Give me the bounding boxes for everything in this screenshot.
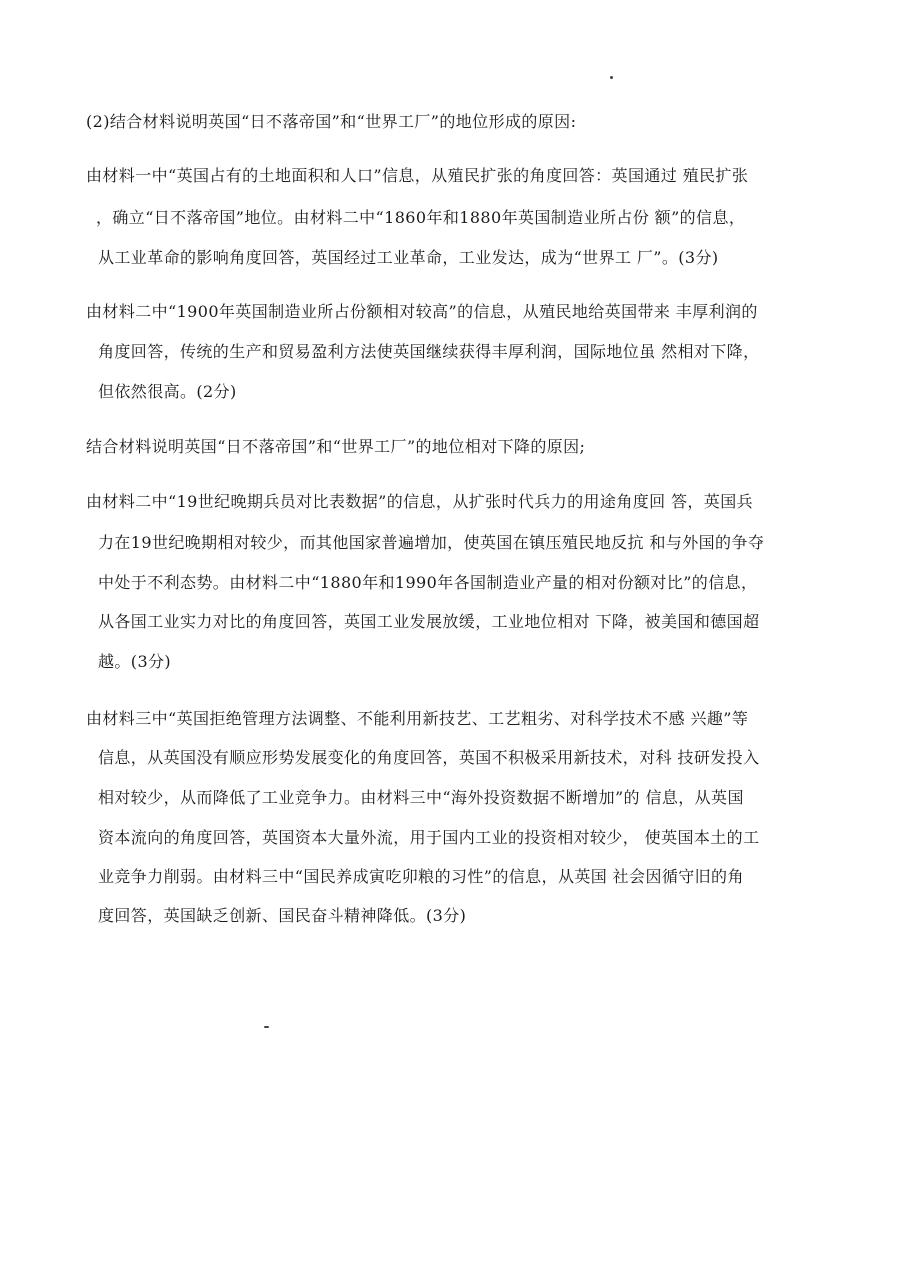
paragraph-line: 力在19世纪晚期相对较少，而其他国家普遍增加，使英国在镇压殖民地反抗 和与外国的争夺: [98, 533, 765, 552]
paragraph-line: 中处于不利态势。由材料二中“1880年和1990年各国制造业产量的相对份额对比”的信息，: [98, 573, 758, 592]
paragraph-line: 由材料一中“英国占有的土地面积和人口”信息，从殖民扩张的角度回答：英国通过 殖民扩张: [86, 166, 749, 185]
paragraph-line: 相对较少，从而降低了工业竞争力。由材料三中“海外投资数据不断增加”的 信息，从英国: [98, 788, 744, 807]
paragraph-line: ，确立“日不落帝国”地位。由材料二中“1860年和1880年英国制造业所占份 额”的信息，: [96, 208, 746, 227]
paragraph-line: 由材料三中“英国拒绝管理方法调整、不能利用新技艺、工艺粗劣、对科学技术不感 兴趣”等: [86, 709, 749, 728]
paragraph-line: 但依然很高。(2分): [98, 382, 237, 401]
paragraph-line: 由材料二中“19世纪晚期兵员对比表数据”的信息，从扩张时代兵力的用途角度回 答，英国兵: [86, 492, 754, 511]
paragraph-line: 越。(3分): [98, 652, 172, 671]
paragraph-line: 信息，从英国没有顺应形势发展变化的角度回答，英国不积极采用新技术，对科 技研发投入: [98, 748, 760, 767]
paragraph-line: 业竞争力削弱。由材料三中“国民养成寅吃卯粮的习性”的信息，从英国 社会因循守旧的角: [98, 867, 744, 886]
paragraph-line: 度回答，英国缺乏创新、国民奋斗精神降低。(3分): [98, 906, 467, 925]
paragraph-line: 从工业革命的影响角度回答，英国经过工业革命，工业发达，成为“世界工 厂”。(3分): [98, 248, 719, 267]
scan-speck: [610, 76, 613, 79]
paragraph-line: 由材料二中“1900年英国制造业所占份额相对较高”的信息，从殖民地给英国带来 丰厚利润的: [86, 302, 758, 321]
paragraph-line: 角度回答，传统的生产和贸易盈利方法使英国继续获得丰厚利润，国际地位虽 然相对下降，: [98, 342, 760, 361]
scan-speck: [264, 1026, 269, 1028]
paragraph-line: 资本流向的角度回答，英国资本大量外流，用于国内工业的投资相对较少， 使英国本土的工: [98, 828, 760, 847]
heading-decline-reasons: 结合材料说明英国“日不落帝国”和“世界工厂”的地位相对下降的原因;: [86, 437, 586, 456]
paragraph-line: 从各国工业实力对比的角度回答，英国工业发展放缓，工业地位相对 下降，被美国和德国超: [98, 612, 760, 631]
heading-formation-reasons: (2)结合材料说明英国“日不落帝国”和“世界工厂”的地位形成的原因:: [86, 112, 577, 131]
